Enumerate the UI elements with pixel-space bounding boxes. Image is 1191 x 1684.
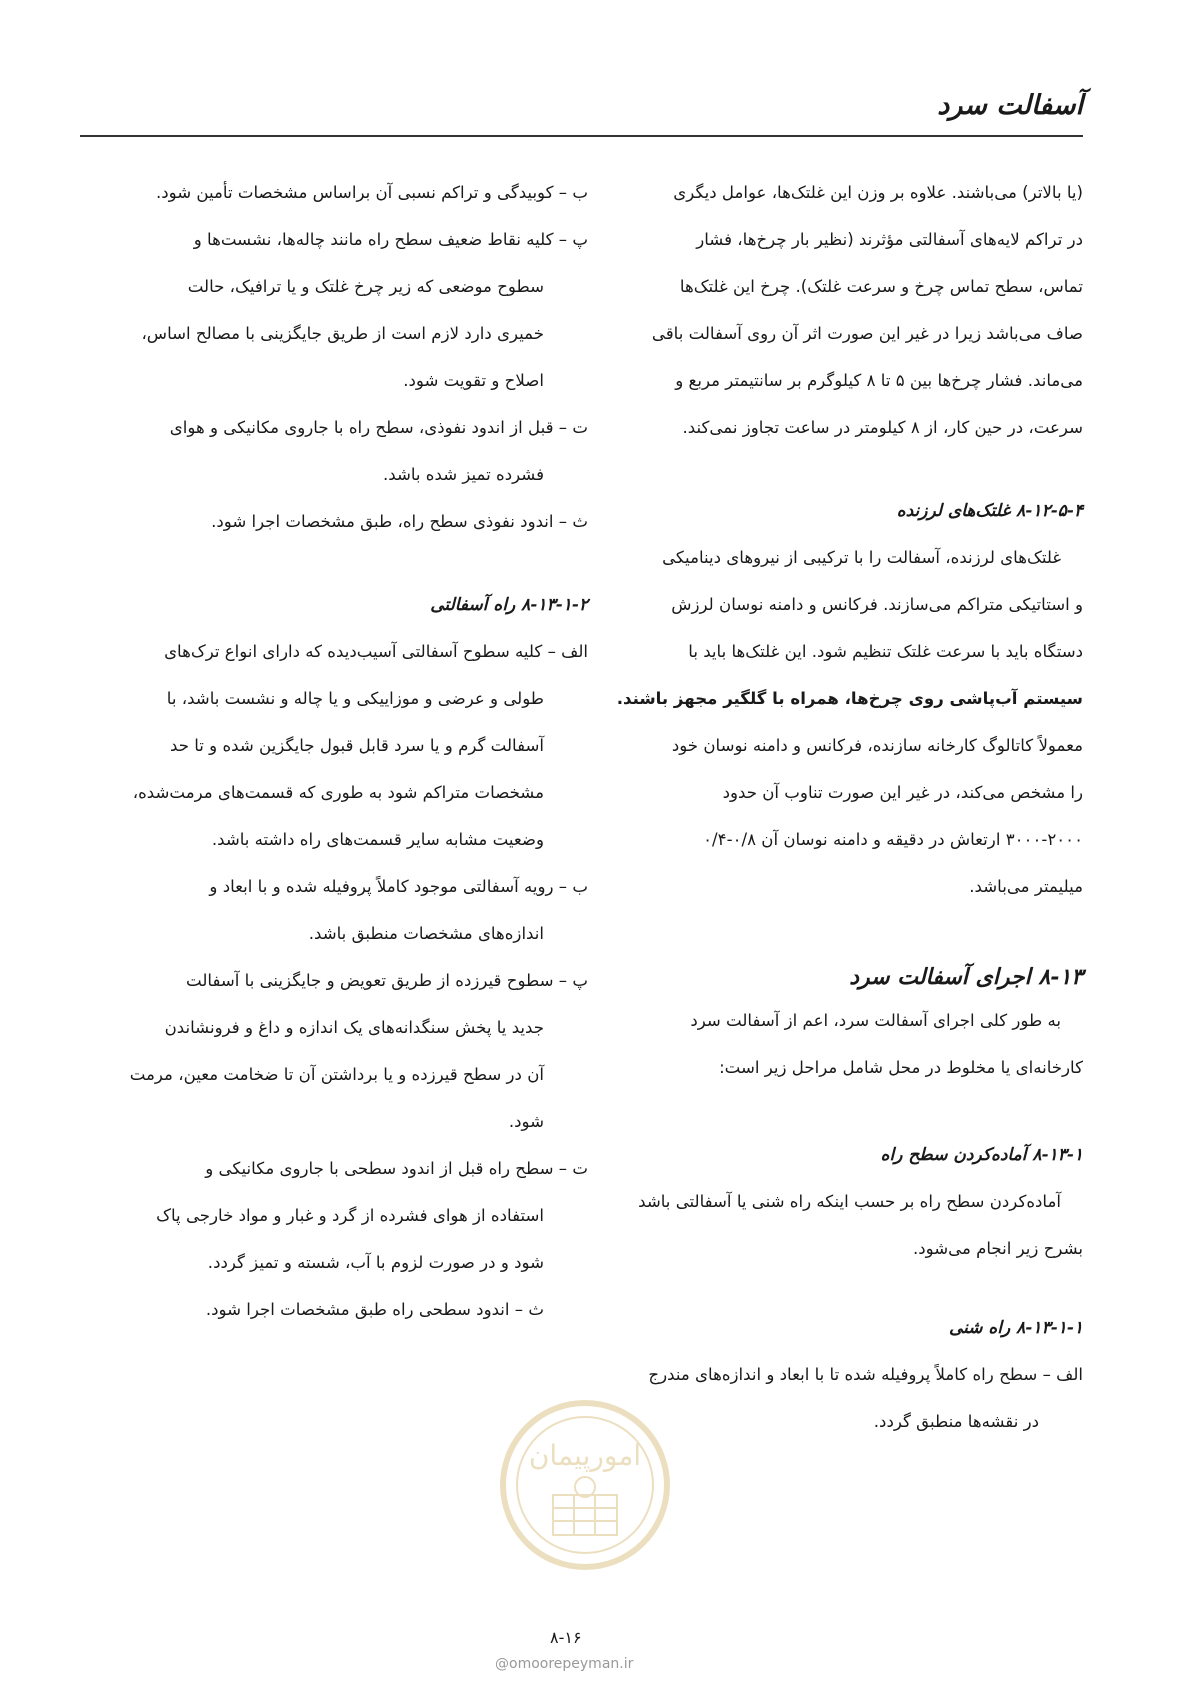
- section-heading-vibrating-rollers: ۸-۱۲-۵-۴ غلتک‌های لرزنده: [896, 501, 1083, 521]
- list-item-line: ب – رویه آسفالتی موجود کاملاً پروفیله شده و با ابعاد و: [209, 877, 588, 896]
- list-item-line: ث – اندود نفوذی سطح راه، طبق مشخصات اجرا شود.: [211, 512, 588, 531]
- paragraph-line: معمولاً کاتالوگ کارخانه سازنده، فرکانس و دامنه نوسان خود: [671, 736, 1083, 755]
- list-item-line: پ – کلیه نقاط ضعیف سطح راه مانند چاله‌ها، نشست‌ها و: [193, 230, 588, 249]
- page-number: ۸-۱۶: [550, 1628, 582, 1647]
- list-item-line: وضعیت مشابه سایر قسمت‌های راه داشته باشد.: [211, 830, 544, 849]
- list-item-line: فشرده تمیز شده باشد.: [382, 465, 544, 484]
- left-column: [78, 185, 588, 1349]
- paragraph-line: میلیمتر می‌باشد.: [969, 877, 1083, 896]
- list-item-line: ب – کوبیدگی و تراکم نسبی آن براساس مشخصات تأمین شود.: [155, 183, 588, 202]
- paragraph-line: به طور کلی اجرای آسفالت سرد، اعم از آسفالت سرد: [690, 1011, 1061, 1030]
- list-item-line: شود و در صورت لزوم با آب، شسته و تمیز گردد.: [207, 1253, 544, 1272]
- list-item-line: خمیری دارد لازم است از طریق جایگزینی با مصالح اساس،: [141, 324, 544, 343]
- paragraph-line: تماس، سطح تماس چرخ و سرعت غلتک). چرخ این غلتک‌ها: [679, 277, 1083, 296]
- paragraph-line: و استاتیکی متراکم می‌سازند. فرکانس و دامنه نوسان لرزش: [671, 595, 1083, 614]
- paragraph-line: بشرح زیر انجام می‌شود.: [912, 1239, 1083, 1258]
- list-item-line: سطوح موضعی که زیر چرخ غلتک و یا ترافیک، حالت: [187, 277, 544, 296]
- paragraph-line-bold: سیستم آب‌پاشی روی چرخ‌ها، همراه با گلگیر مجهز باشند.: [616, 689, 1083, 708]
- list-item-line: استفاده از هوای فشرده از گرد و غبار و مواد خارجی پاک: [156, 1206, 544, 1225]
- paragraph-line: را مشخص می‌کند، در غیر این صورت تناوب آن حدود: [722, 783, 1083, 802]
- list-item-line: جدید یا پخش سنگدانه‌های یک اندازه و داغ و فرونشاندن: [164, 1018, 544, 1037]
- paragraph-line: (یا بالاتر) می‌باشند. علاوه بر وزن این غلتک‌ها، عوامل دیگری: [673, 183, 1083, 202]
- paragraph-line: کارخانه‌ای یا مخلوط در محل شامل مراحل زیر است:: [719, 1058, 1083, 1077]
- paragraph-line: دستگاه باید با سرعت غلتک تنظیم شود. این غلتک‌ها باید با: [688, 642, 1083, 661]
- list-item-line: ت – قبل از اندود نفوذی، سطح راه با جاروی مکانیکی و هوای: [169, 418, 588, 437]
- paragraph-line: در نقشه‌ها منطبق گردد.: [873, 1412, 1039, 1431]
- list-item-line: آسفالت گرم و یا سرد قابل قبول جایگزین شده و تا حد: [169, 736, 544, 755]
- watermark-seal-icon: [495, 1395, 675, 1575]
- section-heading-prepare-surface: ۸-۱۳-۱ آماده‌کردن سطح راه: [880, 1145, 1083, 1165]
- right-column: [597, 185, 1083, 1461]
- list-item-line: اندازه‌های مشخصات منطبق باشد.: [308, 924, 544, 943]
- paragraph-line: غلتک‌های لرزنده، آسفالت را با ترکیبی از نیروهای دینامیکی: [662, 548, 1061, 567]
- section-heading-gravel-road: ۸-۱۳-۱-۱ راه شنی: [948, 1318, 1083, 1338]
- section-heading-asphalt-road: ۸-۱۳-۱-۲ راه آسفالتی: [430, 595, 588, 615]
- list-item-line: ت – سطح راه قبل از اندود سطحی با جاروی مکانیکی و: [205, 1159, 588, 1178]
- paragraph-line: در تراکم لایه‌های آسفالتی مؤثرند (نظیر بار چرخ‌ها، فشار: [696, 230, 1083, 249]
- list-item-line: شود.: [508, 1112, 544, 1131]
- paragraph-line: الف – سطح راه کاملاً پروفیله شده تا با ابعاد و اندازه‌های مندرج: [648, 1365, 1083, 1384]
- list-item-line: اصلاح و تقویت شود.: [403, 371, 544, 390]
- list-item-line: ث – اندود سطحی راه طبق مشخصات اجرا شود.: [205, 1300, 544, 1319]
- header-rule: [80, 135, 1083, 137]
- list-item-line: الف – کلیه سطوح آسفالتی آسیب‌دیده که دارای انواع ترک‌های: [164, 642, 588, 661]
- list-item-line: مشخصات متراکم شود به طوری که قسمت‌های مرمت‌شده،: [132, 783, 544, 802]
- paragraph-line: صاف می‌باشد زیرا در غیر این صورت اثر آن روی آسفالت باقی: [651, 324, 1083, 343]
- paragraph-line: می‌ماند. فشار چرخ‌ها بین ۵ تا ۸ کیلوگرم بر سانتیمتر مربع و: [675, 371, 1083, 390]
- list-item-line: پ – سطوح قیرزده از طریق تعویض و جایگزینی با آسفالت: [186, 971, 588, 990]
- paragraph-line: آماده‌کردن سطح راه بر حسب اینکه راه شنی یا آسفالتی باشد: [638, 1192, 1061, 1211]
- list-item-line: آن در سطح قیرزده و یا برداشتن آن تا ضخامت معین، مرمت: [129, 1065, 544, 1084]
- page-header-title: آسفالت سرد: [937, 90, 1083, 121]
- section-heading-cold-asphalt: ۸-۱۳ اجرای آسفالت سرد: [849, 964, 1083, 990]
- list-item-line: طولی و عرضی و موزاییکی و یا چاله و نشست باشد، با: [166, 689, 544, 708]
- paragraph-line: ۳۰۰۰-۲۰۰۰ ارتعاش در دقیقه و دامنه نوسان آن ۰/۸-۰/۴: [703, 830, 1083, 849]
- watermark-text: امورپیمان: [528, 1439, 642, 1472]
- paragraph-line: سرعت، در حین کار، از ۸ کیلومتر در ساعت تجاوز نمی‌کند.: [682, 418, 1083, 437]
- site-watermark: @omoorepeyman.ir: [495, 1656, 634, 1672]
